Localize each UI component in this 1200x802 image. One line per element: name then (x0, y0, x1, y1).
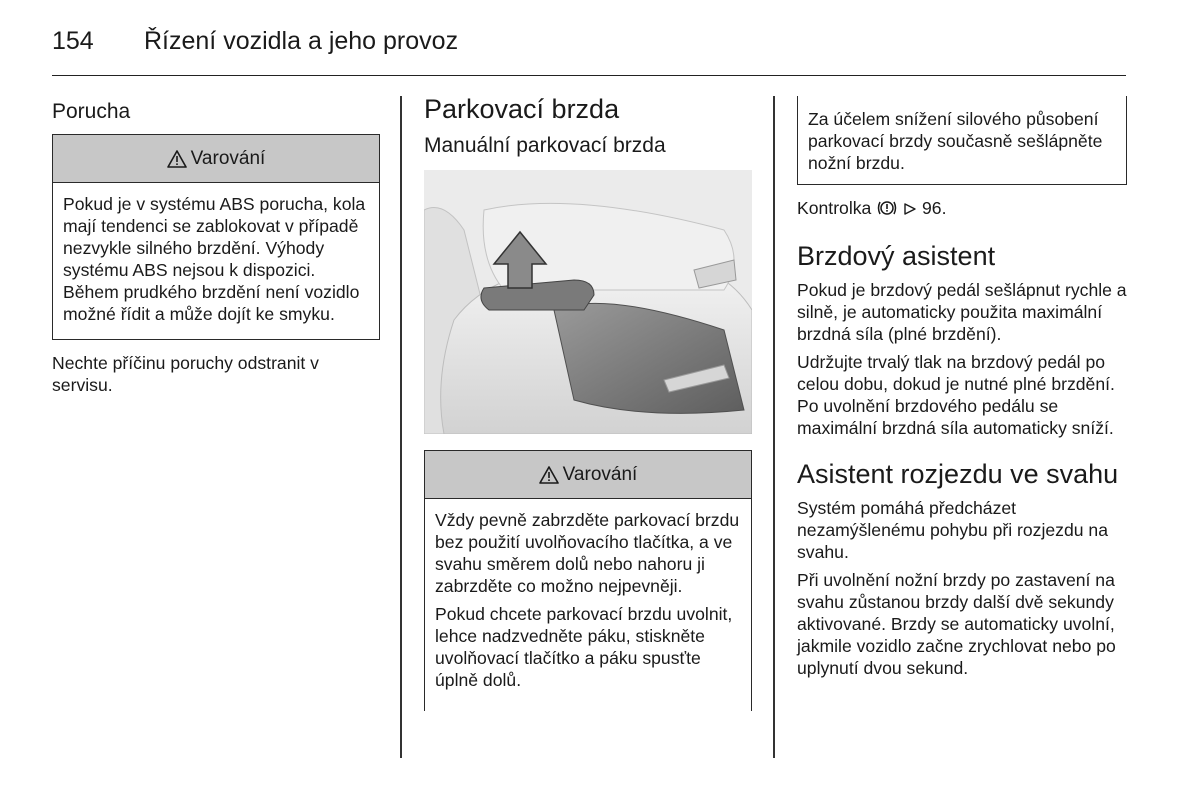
page-number: 154 (52, 27, 94, 55)
column-left (52, 92, 380, 402)
page-header (52, 26, 1126, 76)
warning-text: Pokud je v systému ABS porucha, kola mají tendenci se zablokovat v případě nezvykle silného brzdění. Výhody systému ABS nejsou k dispozici. Během prudkého brzdění není vozidlo možné řídit a může dojít ke smyku. (63, 194, 366, 324)
warning-header (425, 451, 751, 499)
column-divider-right (773, 96, 775, 758)
continuation-text: Za účelem snížení silového působení parkovací brzdy současně sešlápněte nožní brzdu. (808, 109, 1103, 173)
indicator-reference (797, 197, 1127, 219)
warning-continuation-box (797, 96, 1127, 185)
warning-body (425, 499, 751, 711)
column-divider-left (400, 96, 402, 758)
warning-paragraph-1: Vždy pevně zabrzděte parkovací brzdu bez použití uvolňovacího tlačítka, a ve svahu směrem dolů nebo nahoru ji zabrzděte co možno nejpevněji. (435, 510, 740, 596)
brake-assist-paragraph-2: Udržujte trvalý tlak na brzdový pedál po celou dobu, dokud je nutné plné brzdění. Po uvolnění brzdového pedálu se maximální brzdná síla automaticky sníží. (797, 352, 1115, 438)
handbrake-lever-image (424, 170, 752, 434)
hill-start-paragraph-1: Systém pomáhá předcházet nezamýšlenému pohybu při rozjezdu na svahu. (797, 498, 1109, 562)
manual-parking-brake-subtitle: Manuální parkovací brzda (424, 134, 666, 157)
brake-assist-title: Brzdový asistent (797, 241, 996, 271)
parking-brake-warning-box (424, 450, 752, 711)
service-paragraph: Nechte příčinu poruchy odstranit v servisu. (52, 353, 319, 395)
parking-brake-indicator-icon (876, 199, 898, 217)
warning-title: Varování (562, 463, 638, 485)
column-right (797, 96, 1127, 685)
warning-header (53, 135, 379, 183)
hill-start-paragraph-2: Při uvolnění nožní brzdy po zastavení na svahu zůstanou brzdy další dvě sekundy aktivované. Brzdy se automaticky uvolní, jakmile vozidlo začne zrychlovat nebo po uplynutí dvou sekund. (797, 570, 1116, 678)
warning-title: Varování (190, 147, 266, 169)
warning-triangle-icon (167, 150, 187, 168)
hill-start-assist-title: Asistent rozjezdu ve svahu (797, 459, 1119, 489)
warning-body (53, 183, 379, 339)
parking-brake-illustration (424, 170, 752, 434)
brake-assist-paragraph-1: Pokud je brzdový pedál sešlápnut rychle a silně, je automaticky použita maximální brzdná síla (plné brzdění). (797, 280, 1127, 344)
warning-paragraph-2: Pokud chcete parkovací brzdu uvolnit, lehce nadzvedněte páku, stiskněte uvolňovací tlačítko a páku spusťte úplně dolů. (435, 604, 733, 690)
parking-brake-title: Parkovací brzda (424, 94, 620, 124)
chapter-title: Řízení vozidla a jeho provoz (144, 27, 459, 55)
indicator-page-ref: 96. (922, 198, 947, 218)
page-reference-arrow-icon (903, 201, 917, 217)
fault-heading: Porucha (52, 100, 131, 123)
warning-triangle-icon (539, 466, 559, 484)
indicator-label: Kontrolka (797, 198, 872, 218)
abs-warning-box (52, 134, 380, 340)
column-middle (424, 92, 752, 723)
